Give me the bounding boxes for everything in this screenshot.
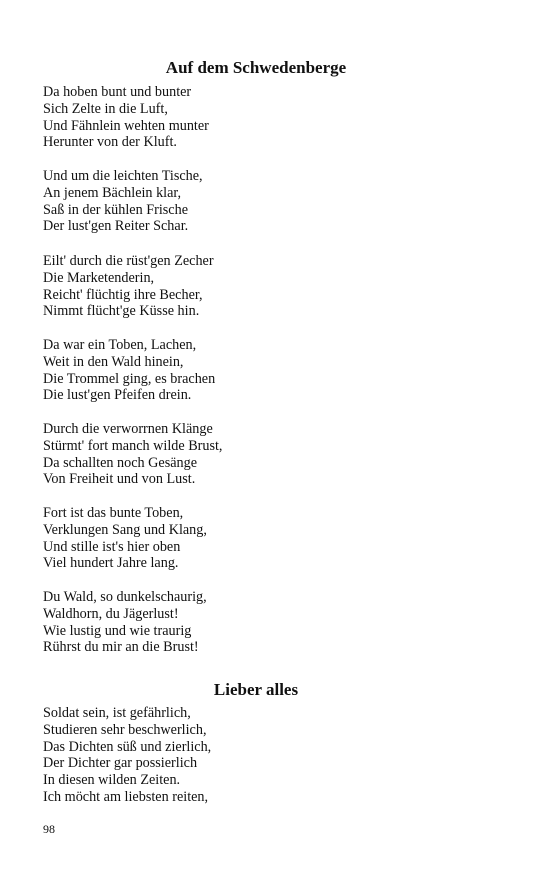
verse-line: Die Marketenderin, xyxy=(43,269,155,286)
verse-line: Und stille ist's hier oben xyxy=(43,538,181,555)
verse-line: Wie lustig und wie traurig xyxy=(43,622,192,639)
verse-line: Reicht' flüchtig ihre Becher, xyxy=(43,286,203,303)
stanza xyxy=(43,84,209,151)
verse-line: Die Trommel ging, es brachen xyxy=(43,370,216,387)
verse-line: Eilt' durch die rüst'gen Zecher xyxy=(43,253,214,269)
verse-line: Viel hundert Jahre lang. xyxy=(43,555,179,572)
verse-line: Weit in den Wald hinein, xyxy=(43,353,184,370)
stanza xyxy=(43,589,207,656)
verse-line: Fort ist das bunte Toben, xyxy=(43,505,184,521)
verse-line: Das Dichten süß und zierlich, xyxy=(43,738,212,755)
verse-line: Stürmt' fort manch wilde Brust, xyxy=(43,437,223,454)
verse-line: Saß in der kühlen Frische xyxy=(43,201,188,218)
verse-line: Waldhorn, du Jägerlust! xyxy=(43,605,179,622)
verse-line: Da war ein Toben, Lachen, xyxy=(43,337,197,353)
verse-line: Herunter von der Kluft. xyxy=(43,134,177,151)
verse-line: Und um die leichten Tische, xyxy=(43,168,203,184)
verse-line: Durch die verworrnen Klänge xyxy=(43,421,213,437)
verse-line: Soldat sein, ist gefährlich, xyxy=(43,705,191,721)
verse-line: Der lust'gen Reiter Schar. xyxy=(43,218,189,235)
page-number: 98 xyxy=(43,822,55,836)
verse-line: Sich Zelte in die Luft, xyxy=(43,100,168,117)
stanza xyxy=(43,168,203,235)
verse-line: An jenem Bächlein klar, xyxy=(43,184,182,201)
poem-title: Auf dem Schwedenberge xyxy=(165,58,347,77)
verse-line: Rührst du mir an die Brust! xyxy=(43,639,199,656)
stanza xyxy=(43,705,211,806)
stanza xyxy=(43,337,215,404)
verse-line: Nimmt flücht'ge Küsse hin. xyxy=(43,303,200,320)
stanza xyxy=(43,253,214,320)
verse-line: Da hoben bunt und bunter xyxy=(43,84,192,100)
stanza xyxy=(43,421,222,488)
verse-line: Ich möcht am liebsten reiten, xyxy=(43,788,209,805)
verse-line: Der Dichter gar possierlich xyxy=(43,755,198,772)
verse-line: Verklungen Sang und Klang, xyxy=(43,521,207,538)
verse-line: Und Fähnlein wehten munter xyxy=(43,117,209,134)
verse-line: Du Wald, so dunkelschaurig, xyxy=(43,589,207,605)
verse-line: Studieren sehr beschwerlich, xyxy=(43,721,207,738)
verse-line: In diesen wilden Zeiten. xyxy=(43,772,181,789)
poem-title: Lieber alles xyxy=(213,680,299,699)
verse-line: Die lust'gen Pfeifen drein. xyxy=(43,387,192,404)
stanza xyxy=(43,505,207,572)
verse-line: Da schallten noch Gesänge xyxy=(43,454,198,471)
verse-line: Von Freiheit und von Lust. xyxy=(43,471,196,488)
